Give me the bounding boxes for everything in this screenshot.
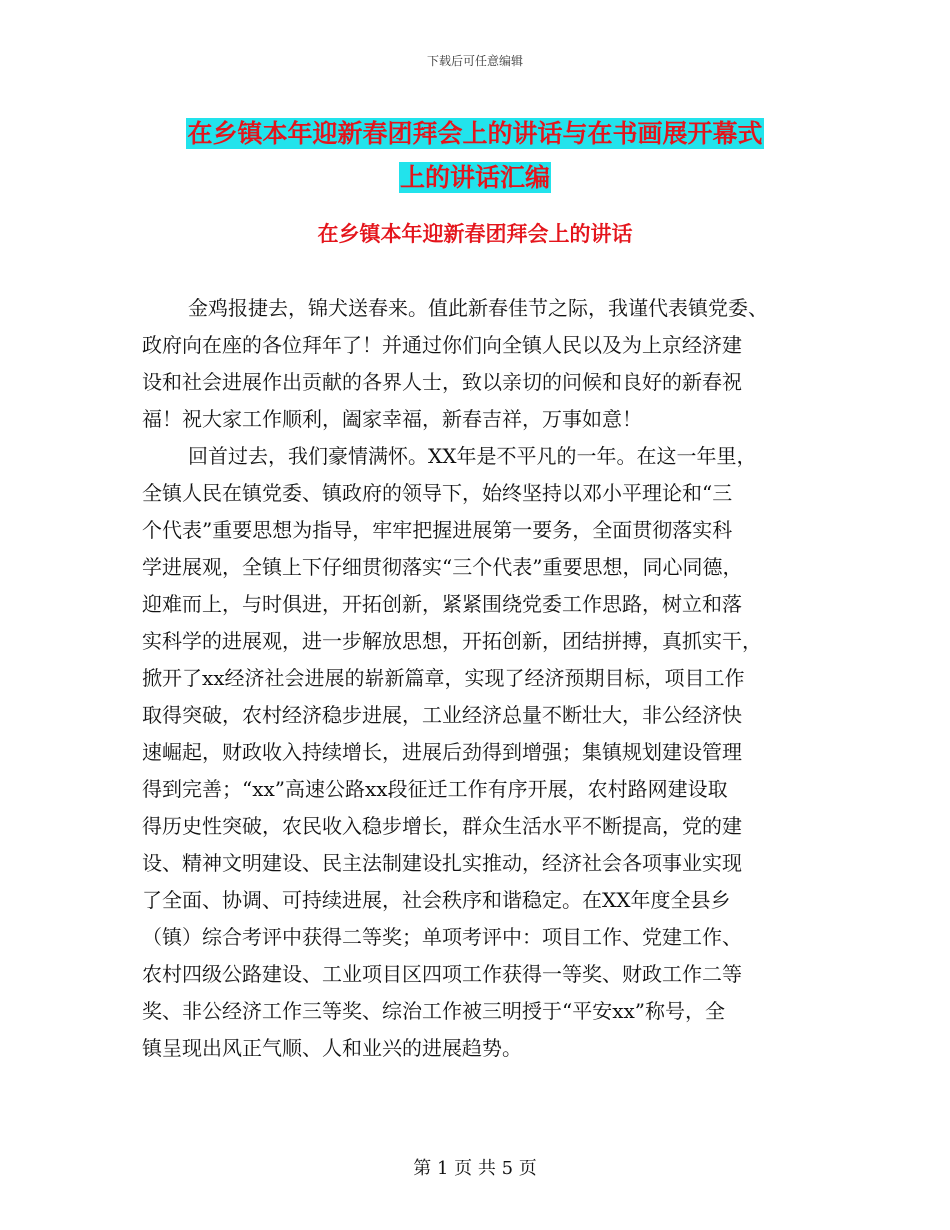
paragraph-line: 全镇人民在镇党委、镇政府的领导下，始终坚持以邓小平理论和“三 bbox=[142, 481, 733, 505]
document-main-title bbox=[0, 112, 950, 200]
paragraph-line: 福！祝大家工作顺利，阖家幸福，新春吉祥，万事如意！ bbox=[142, 407, 642, 431]
paragraph-line: 奖、非公经济工作三等奖、综治工作被三明授于“平安xx”称号，全 bbox=[142, 999, 726, 1023]
paragraph-line: 掀开了xx经济社会进展的崭新篇章，实现了经济预期目标，项目工作 bbox=[142, 666, 745, 690]
paragraph-line: 实科学的进展观，进一步解放思想，开拓创新，团结拼搏，真抓实干， bbox=[142, 629, 762, 653]
paragraph-line: 镇呈现出风正气顺、人和业兴的进展趋势。 bbox=[142, 1036, 522, 1060]
paragraph-line: 农村四级公路建设、工业项目区四项工作获得一等奖、财政工作二等 bbox=[142, 962, 742, 986]
main-title-line-2 bbox=[0, 156, 950, 200]
paragraph-2 bbox=[142, 438, 812, 1067]
paragraph-line: 速崛起，财政收入持续增长，进展后劲得到增强；集镇规划建设管理 bbox=[142, 740, 742, 764]
paragraph-line: （镇）综合考评中获得二等奖；单项考评中：项目工作、党建工作、 bbox=[142, 925, 742, 949]
paragraph-line: 回首过去，我们豪情满怀。XX年是不平凡的一年。在这一年里， bbox=[188, 444, 757, 468]
paragraph-1 bbox=[142, 290, 812, 438]
paragraph-line: 学进展观，全镇上下仔细贯彻落实“三个代表”重要思想，同心同德， bbox=[142, 555, 743, 579]
paragraph-line: 金鸡报捷去，锦犬送春来。值此新春佳节之际，我谨代表镇党委、 bbox=[188, 296, 768, 320]
speech-body bbox=[142, 290, 812, 1067]
paragraph-line: 政府向在座的各位拜年了！并通过你们向全镇人民以及为上京经济建 bbox=[142, 333, 742, 357]
section-title: 在乡镇本年迎新春团拜会上的讲话 bbox=[317, 222, 633, 246]
main-title-line-2-text: 上的讲话汇编 bbox=[399, 163, 550, 192]
paragraph-line: 了全面、协调、可持续进展，社会秩序和谐稳定。在XX年度全县乡 bbox=[142, 888, 731, 912]
header-note: 下载后可任意编辑 bbox=[426, 54, 523, 68]
paragraph-line: 得到完善；“xx”高速公路xx段征迁工作有序开展，农村路网建设取 bbox=[142, 777, 728, 801]
page-footer: 第 1 页 共 5 页 bbox=[413, 1158, 537, 1179]
paragraph-line: 个代表”重要思想为指导，牢牢把握进展第一要务，全面贯彻落实科 bbox=[142, 518, 733, 542]
paragraph-line: 取得突破，农村经济稳步进展，工业经济总量不断壮大，非公经济快 bbox=[142, 703, 742, 727]
main-title-line-1 bbox=[0, 112, 950, 156]
paragraph-line: 设和社会进展作出贡献的各界人士，致以亲切的问候和良好的新春祝 bbox=[142, 370, 742, 394]
paragraph-line: 迎难而上，与时俱进，开拓创新，紧紧围绕党委工作思路，树立和落 bbox=[142, 592, 742, 616]
main-title-line-1-text: 在乡镇本年迎新春团拜会上的讲话与在书画展开幕式 bbox=[187, 119, 763, 148]
paragraph-line: 得历史性突破，农民收入稳步增长，群众生活水平不断提高，党的建 bbox=[142, 814, 742, 838]
paragraph-line: 设、精神文明建设、民主法制建设扎实推动，经济社会各项事业实现 bbox=[142, 851, 742, 875]
